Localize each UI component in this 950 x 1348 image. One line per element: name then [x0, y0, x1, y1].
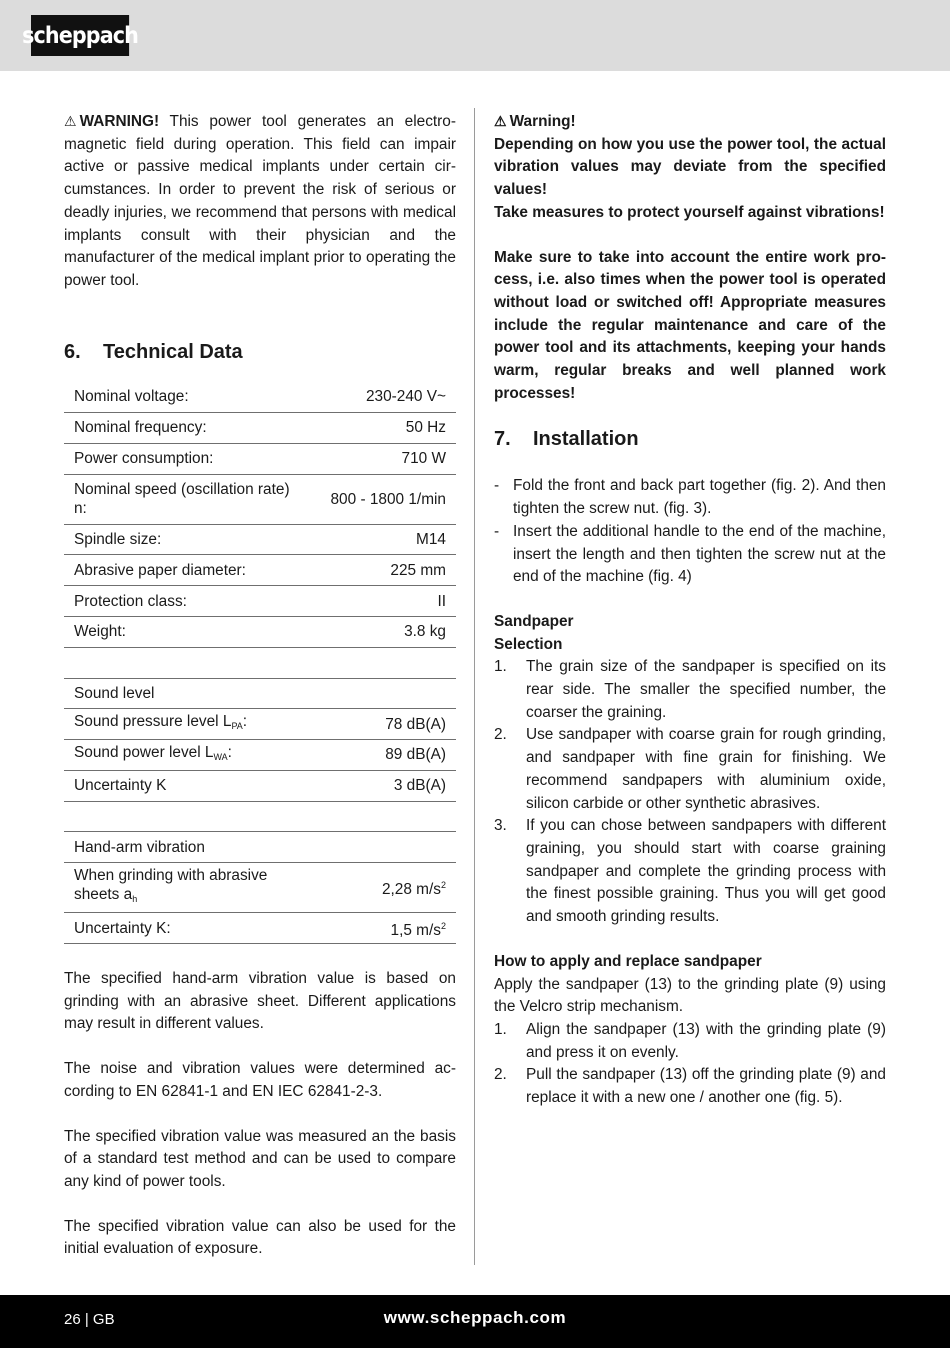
table-row: Nominal voltage: 230-240 V~ — [64, 382, 456, 413]
table-row: Abrasive paper diameter: 225 mm — [64, 555, 456, 586]
section-number: 6. — [64, 340, 81, 363]
table-section-row: Hand-arm vibration — [64, 832, 456, 863]
warning-triangle-icon: ⚠ — [494, 113, 507, 129]
section-7-heading — [494, 427, 886, 451]
scheppach-logo: scheppach — [31, 15, 129, 56]
table-row: Nominal speed (oscillation rate) n: 800 - 1800 1/min — [64, 474, 456, 524]
table-spacer-row — [64, 647, 456, 678]
vibration-warning-label: ⚠ Warning! — [494, 110, 886, 134]
page-number: 26 | GB — [64, 1311, 115, 1328]
table-row: Uncertainty K: 1,5 $m/s^2$ — [64, 913, 456, 944]
table-row: When grinding with abrasive sheets $a_h$ 2,28 $m/s^2$ — [64, 863, 456, 913]
table-row: Nominal frequency: 50 Hz — [64, 412, 456, 443]
list-item: 1. The grain size of the sandpaper is specified on its rear side. The smaller the specified number, the coarser the graining. — [494, 658, 886, 721]
list-item: - Fold the front and back part together (fig. 2). And then tighten the screw nut. (fig. 3). — [494, 477, 886, 518]
warning-triangle-icon: ⚠ — [64, 113, 77, 129]
selection-list — [494, 656, 886, 928]
table-row: Spindle size: M14 — [64, 524, 456, 555]
apply-intro: Apply the sandpaper (13) to the grinding plate (9) using the Velcro strip mechanism. — [494, 975, 886, 1016]
section-title: Technical Data — [103, 340, 243, 363]
selection-heading: Selection — [494, 635, 563, 653]
table-row: Sound pressure level $L_{PA}$: 78 dB(A) — [64, 709, 456, 740]
list-item: - Insert the additional handle to the end of the machine, insert the length and then tighten the screw nut at the end of the machine (fig. 4) — [494, 522, 886, 586]
section-title: Installation — [533, 428, 639, 451]
right-column — [494, 110, 886, 1110]
installation-steps — [494, 475, 886, 589]
page-header — [0, 0, 950, 71]
list-item: 2. Use sandpaper with coarse grain for rough grinding, and sandpaper with fine grain for finishing. We recommend sandpapers with aluminium oxide, silicon carbide or other synthetic abrasives. — [494, 726, 886, 812]
vibration-warning-text: Depending on how you use the power tool, the actual vibration values may deviate from the specified values! — [494, 135, 886, 199]
table-row: Power consumption: 710 W — [64, 443, 456, 474]
table-spacer-row — [64, 801, 456, 832]
list-item: 1. Align the sandpaper (13) with the grinding plate (9) and press it on evenly. — [494, 1020, 886, 1061]
measures-text: Make sure to take into account the entire work process, i.e. also times when the power tool is operated without load or switched off! Appropriate measures include the regular maintenance and care of the power tool and its attachments, keeping your hands warm, regular breaks and well planned work processes! — [494, 248, 886, 402]
warning-text: This power tool generates an electromagnetic field during operation. This field can impair active or passive medical implants under certain circumstances. In order to prevent the risk of serious or deadly injuries, we recommend that persons with medical implants consult with their physician and the manufacturer of the medical implant prior to operating the power tool. — [64, 113, 456, 289]
paragraph: The specified vibration value was measured an the basis of a standard test method and can be used to compare any kind of power tools. — [64, 1127, 456, 1190]
apply-list — [494, 1019, 886, 1110]
column-divider — [474, 108, 475, 1265]
table-row: Weight: 3.8 kg — [64, 616, 456, 647]
vibration-warning-text: Take measures to protect yourself against vibrations! — [494, 203, 885, 221]
paragraph: The noise and vibration values were determined according to EN 62841-1 and EN IEC 62841-2-3. — [64, 1060, 456, 1100]
list-item: 2. Pull the sandpaper (13) off the grinding plate (9) and replace it with a new one / another one (fig. 5). — [494, 1066, 886, 1107]
list-item: 3. If you can chose between sandpapers with different graining, you should start with coarse graining sandpaper and complete the grinding process with the finest possible graining. Thus you will get good and smooth grinding results. — [494, 817, 886, 926]
paragraph: The specified vibration value can also be used for the initial evaluation of exposure. — [64, 1217, 456, 1258]
apply-heading: How to apply and replace sandpaper — [494, 952, 762, 970]
page-footer — [0, 1295, 950, 1348]
section-number: 7. — [494, 428, 511, 451]
technical-data-table — [64, 382, 456, 944]
left-column — [64, 110, 456, 1261]
website-url: www.scheppach.com — [383, 1308, 567, 1327]
table-row: Protection class: II — [64, 586, 456, 617]
table-row: Uncertainty K 3 dB(A) — [64, 770, 456, 801]
table-section-row: Sound level — [64, 678, 456, 709]
table-row: Sound power level $L_{WA}$: 89 dB(A) — [64, 740, 456, 771]
section-6-heading — [64, 340, 456, 364]
warning-label: WARNING! — [79, 113, 160, 130]
emf-warning — [64, 110, 456, 293]
sandpaper-heading: Sandpaper — [494, 612, 574, 630]
paragraph: The specified hand-arm vibration value is based on grinding with an abrasive sheet. Different applications may result in different values. — [64, 970, 456, 1033]
